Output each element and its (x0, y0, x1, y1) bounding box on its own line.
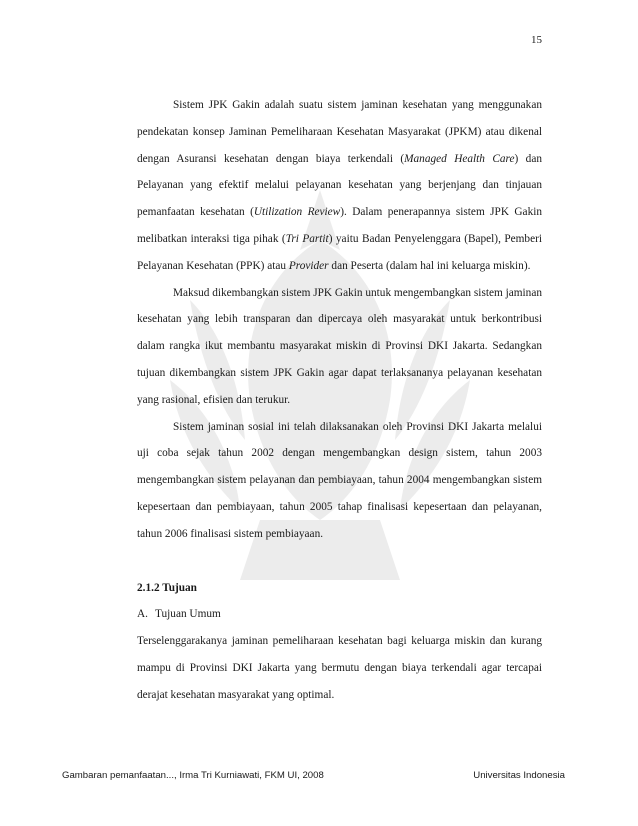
footer-institution: Universitas Indonesia (473, 770, 565, 781)
subsection-title-text: Tujuan Umum (155, 608, 221, 621)
italic-term: Tri Partit (285, 232, 329, 245)
italic-term: Provider (288, 259, 329, 272)
body-paragraph (137, 92, 542, 280)
text-run: dan Peserta (dalam hal ini keluarga miskin). (328, 259, 531, 272)
page-footer (62, 770, 565, 781)
body-paragraph (137, 414, 542, 548)
subsection-title (137, 601, 542, 628)
subsection-paragraph: Terselenggarakanya jaminan pemeliharaan kesehatan bagi keluarga miskin dan kurang mampu di Provinsi DKI Jakarta yang bermutu dengan biaya terkendali agar tercapai derajat kesehatan masyarakat yang optimal. (137, 635, 542, 701)
italic-term: Managed Health Care (404, 152, 515, 165)
body-paragraphs (137, 92, 542, 548)
page-number: 15 (531, 34, 542, 46)
text-run: ). Dalam penerapannya sistem JPK Gakin melibatkan interaksi tiga pihak ( (137, 206, 543, 245)
main-content (137, 92, 542, 709)
text-run: Maksud dikembangkan sistem JPK Gakin untuk mengembangkan sistem jaminan kesehatan yang lebih transparan dan dipercaya oleh masyarakat untuk berkontribusi dalam rangka ikut membantu masyarakat miskin di Provinsi DKI Jakarta. Sedangkan tujuan dikembangkan sistem JPK Gakin agar dapat terlaksananya pelayanan kesehatan yang rasional, efisien dan terukur. (137, 286, 542, 406)
text-run: Sistem jaminan sosial ini telah dilaksanakan oleh Provinsi DKI Jakarta melalui uji coba sejak tahun 2002 dengan mengembangkan design sistem, tahun 2003 mengembangkan sistem pelayanan dan pembiayaan, tahun 2004 mengembangkan sistem kepesertaan dan pembiayaan, tahun 2005 tahap finalisasi kepesertaan dan pelayanan, tahun 2006 finalisasi sistem pembiayaan. (137, 420, 542, 540)
body-paragraph (137, 280, 542, 414)
text-run: ) yaitu Badan Penyelenggara (Bapel), Pemberi Pelayanan Kesehatan (PPK) atau (137, 232, 542, 272)
subsection-label: A. (137, 608, 148, 621)
text-run: Sistem JPK Gakin adalah suatu sistem jaminan kesehatan yang menggunakan pendekatan konsep Jaminan Pemeliharaan Kesehatan Masyarakat (JPKM) atau dikenal dengan Asuransi kesehatan dengan biaya terkendali ( (137, 99, 542, 165)
text-run: ) dan Pelayanan yang efektif melalui pelayanan kesehatan yang berjenjang dan tinjauan pemanfaatan kesehatan ( (137, 152, 542, 219)
footer-citation: Gambaran pemanfaatan..., Irma Tri Kurniawati, FKM UI, 2008 (62, 770, 324, 781)
section-heading: 2.1.2 Tujuan (137, 581, 197, 594)
italic-term: Utilization Review (253, 206, 341, 219)
